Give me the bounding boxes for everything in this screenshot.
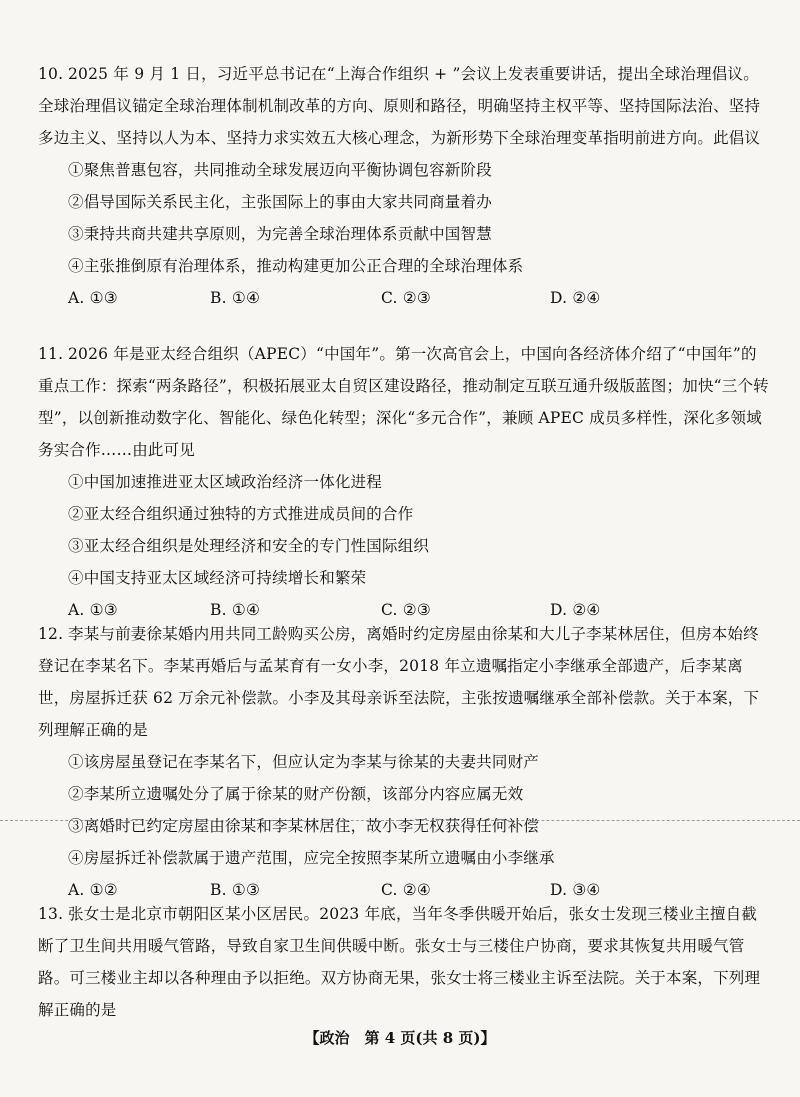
- scan-artifact-line: [0, 820, 800, 822]
- choice-b: B. ①③: [210, 881, 261, 899]
- question-number: 13.: [38, 905, 64, 923]
- question-number: 10.: [38, 65, 64, 83]
- option-1: ①聚焦普惠包容，共同推动全球发展迈向平衡协调包容新阶段: [68, 161, 492, 179]
- stem-text: 张女士是北京市朝阳区某小区居民。2023 年底，当年冬季供暖开始后，张女士发现三楼业主擅自截断了卫生间共用暖气管路，导致自家卫生间供暖中断。张女士与三楼住户协商，要求其恢复共用暖气管路。可三楼业主却以各种理由予以拒绝。双方协商无果，张女士将三楼业主诉至法院。关于本案，下列理解正确的是: [38, 905, 761, 1019]
- option-3: ③亚太经合组织是处理经济和安全的专门性国际组织: [68, 537, 430, 555]
- stem-text: 2026 年是亚太经合组织（APEC）“中国年”。第一次高官会上，中国向各经济体介绍了“中国年”的重点工作：探索“两条路径”，积极拓展亚太自贸区建设路径，推动制定互联互通升级版蓝图；加快“三个转型”，以创新推动数字化、智能化、绿色化转型；深化“多元合作”，兼顾 APEC 成员多样性，深化多领域务实合作……由此可见: [38, 345, 769, 459]
- question-stem: [38, 618, 770, 746]
- question-number: 12.: [38, 625, 64, 643]
- choice-c: C. ②④: [381, 881, 431, 899]
- stem-text: 李某与前妻徐某婚内用共同工龄购买公房，离婚时约定房屋由徐某和大儿子李某林居住，但房本始终登记在李某名下。李某再婚后与孟某育有一女小李，2018 年立遗嘱指定小李继承全部遗产，后李某离世，房屋拆迁获 62 万余元补偿款。小李及其母亲诉至法院，主张按遗嘱继承全部补偿款。关于本案，下列理解正确的是: [38, 625, 760, 739]
- option-3: ③离婚时已约定房屋由徐某和李某林居住，故小李无权获得任何补偿: [68, 817, 540, 835]
- option-3: ③秉持共商共建共享原则，为完善全球治理体系贡献中国智慧: [68, 225, 492, 243]
- choice-a: A. ①②: [68, 881, 118, 899]
- choice-c: C. ②③: [381, 289, 431, 307]
- choice-d: D. ③④: [550, 881, 601, 899]
- choice-d: D. ②④: [550, 601, 601, 619]
- question-stem: [38, 58, 770, 154]
- question-11: [38, 338, 770, 626]
- option-4: ④中国支持亚太区域经济可持续增长和繁荣: [68, 569, 367, 587]
- question-12: [38, 618, 770, 906]
- page-footer: 【政治 第 4 页(共 8 页)】: [304, 1029, 496, 1047]
- question-stem: [38, 898, 770, 1026]
- option-2: ②倡导国际关系民主化，主张国际上的事由大家共同商量着办: [68, 193, 492, 211]
- stem-text: 2025 年 9 月 1 日，习近平总书记在“上海合作组织 + ”会议上发表重要讲话，提出全球治理倡议。全球治理倡议锚定全球治理体制机制改革的方向、原则和路径，明确坚持主权平等、坚持国际法治、坚持多边主义、坚持以人为本、坚持力求实效五大核心理念，为新形势下全球治理变革指明前进方向。此倡议: [38, 65, 761, 147]
- option-2: ②亚太经合组织通过独特的方式推进成员间的合作: [68, 505, 414, 523]
- option-1: ①中国加速推进亚太区域政治经济一体化进程: [68, 473, 383, 491]
- option-4: ④主张推倒原有治理体系，推动构建更加公正合理的全球治理体系: [68, 257, 524, 275]
- question-10: [38, 58, 770, 314]
- option-1: ①该房屋虽登记在李某名下，但应认定为李某与徐某的夫妻共同财产: [68, 753, 540, 771]
- option-2: ②李某所立遗嘱处分了属于徐某的财产份额，该部分内容应属无效: [68, 785, 524, 803]
- choice-c: C. ②③: [381, 601, 431, 619]
- question-number: 11.: [38, 345, 64, 363]
- choice-d: D. ②④: [550, 289, 601, 307]
- answer-choices: [68, 282, 770, 314]
- choice-b: B. ①④: [210, 601, 261, 619]
- option-4: ④房屋拆迁补偿款属于遗产范围，应完全按照李某所立遗嘱由小李继承: [68, 849, 555, 867]
- question-stem: [38, 338, 770, 466]
- choice-a: A. ①③: [68, 289, 118, 307]
- choice-b: B. ①④: [210, 289, 261, 307]
- choice-a: A. ①③: [68, 601, 118, 619]
- question-13: [38, 898, 770, 1026]
